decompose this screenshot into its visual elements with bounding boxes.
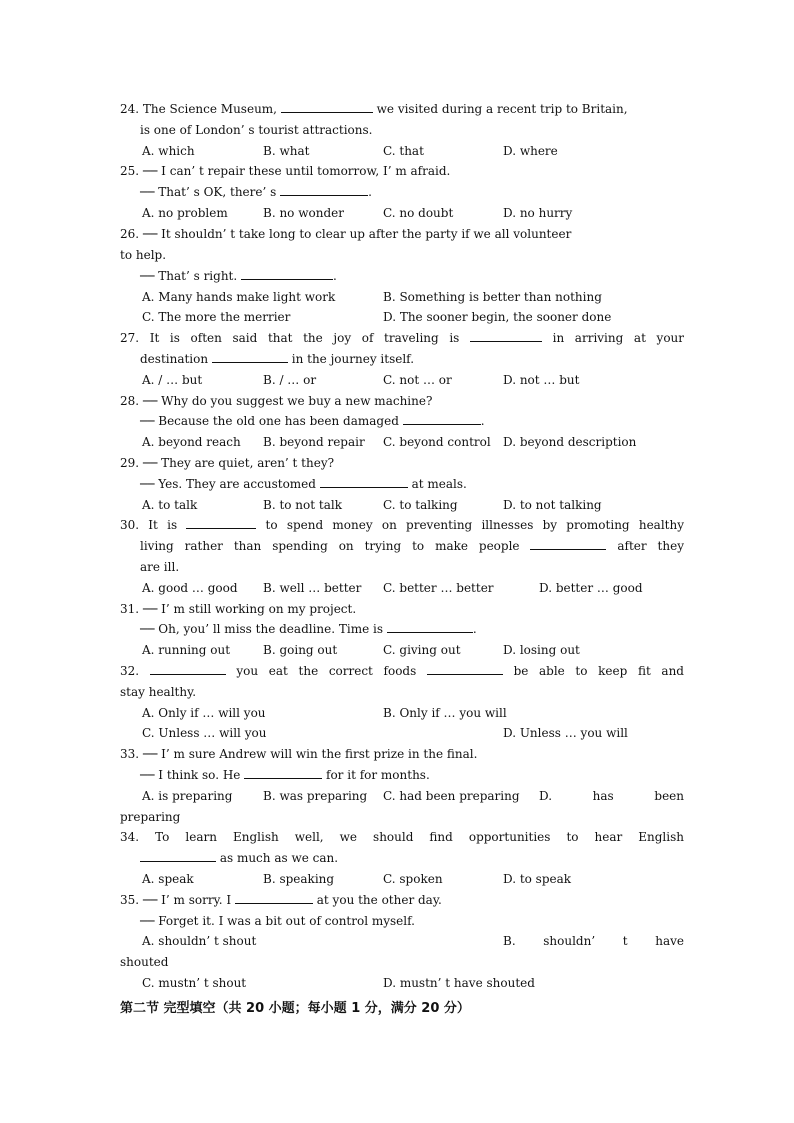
q30-option-a: A. good … good [142,581,238,595]
question-32-stem: 32. you eat the correct foods be able to keep fit and [120,664,684,678]
question-34-stem: 34. To learn English well, we should find opportunities to hear English [120,830,684,844]
question-31-stem: 31. ── I’ m still working on my project. [120,602,357,616]
section-heading: 第二节 完型填空（共 20 小题；每小题 1 分，满分 20 分） [120,1001,470,1016]
question-24-stem-cont: is one of London’ s tourist attractions. [140,123,373,137]
q25-option-d: D. no hurry [503,206,573,220]
q31-option-d: D. losing out [503,643,580,657]
q35-option-d: D. mustn’ t have shouted [383,976,535,990]
q30-option-c: C. better … better [383,581,494,595]
q33-option-d: D. has been [539,789,684,803]
q26-option-d: D. The sooner begin, the sooner done [383,310,612,324]
q34-option-c: C. spoken [383,872,443,886]
q25-option-c: C. no doubt [383,206,454,220]
question-30-stem-end: are ill. [140,560,180,574]
question-26-stem-cont: to help. [120,248,167,262]
q35-option-a: A. shouldn’ t shout [142,934,257,948]
q32-option-d: D. Unless … you will [503,726,628,740]
q29-option-d: D. to not talking [503,498,602,512]
question-34-stem-cont: as much as we can. [140,848,684,869]
answer-blank [244,766,322,779]
answer-blank [186,516,256,529]
q34-option-a: A. speak [142,872,194,886]
q33-option-c: C. had been preparing [383,789,520,803]
question-25-reply: ── That’ s OK, there’ s . [140,185,372,199]
answer-blank [280,183,368,196]
q29-option-c: C. to talking [383,498,458,512]
q35-option-c: C. mustn’ t shout [142,976,247,990]
answer-blank [320,475,408,488]
question-30-stem-cont: living rather than spending on trying to make people after they [140,539,684,553]
q28-option-c: C. beyond control [383,435,491,449]
q31-option-b: B. going out [263,643,338,657]
q26-option-a: A. Many hands make light work [142,290,336,304]
answer-blank [212,350,288,363]
q35-option-b: B. shouldn’ t have [503,934,684,948]
q25-option-a: A. no problem [142,206,228,220]
answer-blank [150,662,226,675]
q29-option-b: B. to not talk [263,498,342,512]
q24-option-b: B. what [263,144,310,158]
q29-option-a: A. to talk [142,498,198,512]
question-24-stem: 24. The Science Museum, we visited during a recent trip to Britain, [120,102,628,116]
question-33-stem: 33. ── I’ m sure Andrew will win the first prize in the final. [120,747,478,761]
answer-blank [470,329,542,342]
q33-option-a: A. is preparing [142,789,233,803]
q26-option-c: C. The more the merrier [142,310,291,324]
q31-option-a: A. running out [142,643,231,657]
q34-option-d: D. to speak [503,872,572,886]
q35-option-b-wrap: shouted [120,955,169,969]
q32-option-a: A. Only if … will you [142,706,266,720]
q27-option-d: D. not … but [503,373,580,387]
answer-blank [281,100,373,113]
question-29-stem: 29. ── They are quiet, aren’ t they? [120,456,335,470]
question-26-reply: ── That’ s right. . [140,269,337,283]
q24-option-a: A. which [142,144,195,158]
q34-option-b: B. speaking [263,872,335,886]
q31-option-c: C. giving out [383,643,461,657]
q24-option-c: C. that [383,144,424,158]
question-27-stem: 27. It is often said that the joy of traveling is in arriving at your [120,331,685,345]
question-29-reply: ── Yes. They are accustomed at meals. [140,477,467,491]
question-30-stem: 30. It is to spend money on preventing illnesses by promoting healthy [120,518,684,532]
q28-option-b: B. beyond repair [263,435,365,449]
question-35-reply: ── Forget it. I was a bit out of control myself. [140,914,415,928]
answer-blank [530,537,606,550]
q28-option-a: A. beyond reach [142,435,241,449]
answer-blank [427,662,503,675]
q32-option-c: C. Unless … will you [142,726,267,740]
answer-blank [387,620,473,633]
answer-blank [235,891,313,904]
answer-blank [403,412,481,425]
q27-option-c: C. not … or [383,373,452,387]
question-31-reply: ── Oh, you’ ll miss the deadline. Time is . [140,622,477,636]
q33-option-d-wrap: preparing [120,810,181,824]
q27-option-a: A. / … but [142,373,203,387]
q32-option-b: B. Only if … you will [383,706,507,720]
question-32-stem-cont: stay healthy. [120,685,197,699]
answer-blank [241,267,333,280]
question-33-reply: ── I think so. He for it for months. [140,768,430,782]
q28-option-d: D. beyond description [503,435,637,449]
question-26-stem: 26. ── It shouldn’ t take long to clear up after the party if we all volunteer [120,227,572,241]
q24-option-d: D. where [503,144,558,158]
q30-option-b: B. well … better [263,581,362,595]
question-28-reply: ── Because the old one has been damaged . [140,414,485,428]
question-35-stem: 35. ── I’ m sorry. I at you the other day. [120,893,442,907]
question-25-stem: 25. ── I can’ t repair these until tomorrow, I’ m afraid. [120,164,451,178]
q27-option-b: B. / … or [263,373,317,387]
q33-option-b: B. was preparing [263,789,368,803]
q26-option-b: B. Something is better than nothing [383,290,602,304]
question-27-stem-cont: destination in the journey itself. [140,352,415,366]
question-28-stem: 28. ── Why do you suggest we buy a new machine? [120,394,433,408]
q25-option-b: B. no wonder [263,206,344,220]
q30-option-d: D. better … good [539,581,643,595]
answer-blank [140,849,216,862]
